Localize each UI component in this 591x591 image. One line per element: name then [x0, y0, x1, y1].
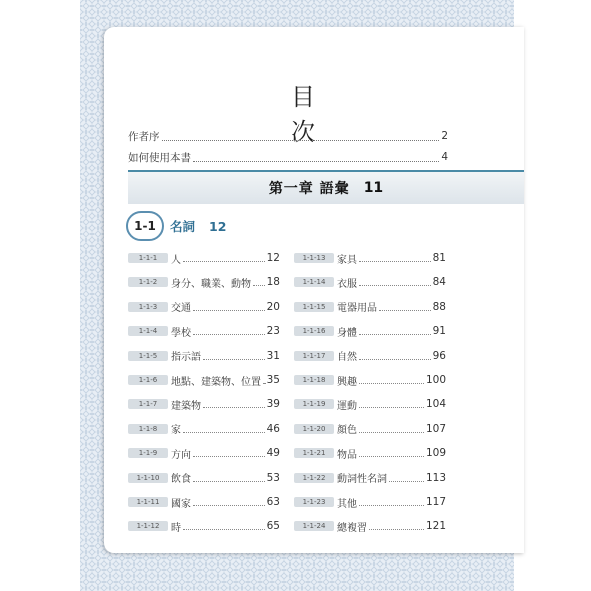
- entry-page: 12: [266, 252, 280, 264]
- leader-dots: [183, 254, 265, 262]
- chapter-page: 11: [363, 180, 384, 196]
- entry-page: 49: [266, 447, 280, 460]
- leader-dots: [193, 498, 265, 506]
- front-matter-item[interactable]: [128, 149, 448, 165]
- entry-code-badge: 1-1-14: [294, 277, 334, 287]
- entry-code-badge: 1-1-21: [294, 448, 334, 458]
- entry-label: 電器用品: [337, 303, 377, 315]
- toc-entry[interactable]: [294, 300, 446, 314]
- entry-page: 39: [266, 398, 280, 411]
- leader-dots: [359, 254, 431, 262]
- entry-label: 時: [171, 522, 181, 534]
- leader-dots: [193, 474, 265, 482]
- entry-page: 91: [432, 325, 446, 338]
- leader-dots: [183, 522, 265, 530]
- entry-code-badge: 1-1-7: [128, 399, 168, 409]
- toc-entry[interactable]: [128, 373, 280, 387]
- toc-entry[interactable]: [128, 300, 280, 314]
- entry-page: 113: [425, 471, 446, 484]
- entry-page: 18: [266, 276, 280, 289]
- entry-code-badge: 1-1-3: [128, 302, 168, 312]
- section-name: 名詞: [170, 219, 196, 234]
- entry-label: 建築物: [171, 400, 201, 412]
- front-matter-label: 如何使用本書: [128, 151, 191, 164]
- leader-dots: [369, 522, 424, 530]
- toc-entry[interactable]: [294, 519, 446, 533]
- entry-page: 96: [432, 349, 446, 362]
- section-number-badge: 1-1: [126, 211, 164, 241]
- toc-entry[interactable]: [128, 422, 280, 436]
- leader-dots: [183, 425, 265, 433]
- entry-label: 總複習: [337, 522, 367, 534]
- leader-dots: [359, 449, 424, 457]
- entry-page: 104: [425, 398, 446, 411]
- entry-code-badge: 1-1-8: [128, 424, 168, 434]
- leader-dots: [193, 153, 439, 162]
- entry-label: 交通: [171, 303, 191, 315]
- leader-dots: [359, 400, 424, 408]
- entry-page: 107: [425, 422, 446, 435]
- front-matter-item[interactable]: [128, 128, 448, 144]
- entry-code-badge: 1-1-13: [294, 253, 334, 263]
- entry-page: 109: [425, 447, 446, 460]
- toc-entry[interactable]: [294, 373, 446, 387]
- section-heading[interactable]: [126, 211, 226, 241]
- toc-entry[interactable]: [294, 397, 446, 411]
- leader-dots: [379, 303, 431, 311]
- entry-label: 顏色: [337, 425, 357, 437]
- entry-label: 方向: [171, 449, 191, 461]
- toc-entry[interactable]: [128, 349, 280, 363]
- page-title: 目 次: [291, 83, 337, 146]
- toc-entry[interactable]: [128, 446, 280, 460]
- leader-dots: [193, 449, 265, 457]
- leader-dots: [193, 303, 265, 311]
- entry-code-badge: 1-1-24: [294, 521, 334, 531]
- entry-label: 身分、職業、動物: [171, 278, 251, 290]
- entry-page: 35: [266, 374, 280, 386]
- entry-page: 88: [432, 300, 446, 313]
- entry-page: 65: [266, 520, 280, 533]
- entry-code-badge: 1-1-1: [128, 253, 168, 263]
- entry-code-badge: 1-1-10: [128, 473, 168, 483]
- entry-code-badge: 1-1-15: [294, 302, 334, 312]
- entry-code-badge: 1-1-17: [294, 351, 334, 361]
- chapter-heading[interactable]: [128, 170, 524, 204]
- document-page: [104, 27, 524, 553]
- entry-page: 121: [425, 520, 446, 533]
- entry-page: 23: [266, 325, 280, 338]
- leader-dots: [203, 352, 265, 360]
- entry-label: 指示語: [171, 352, 201, 364]
- entry-page: 53: [266, 471, 280, 484]
- entry-code-badge: 1-1-12: [128, 521, 168, 531]
- entry-label: 動詞性名詞: [337, 474, 387, 486]
- entry-label: 學校: [171, 327, 191, 339]
- leader-dots: [359, 278, 431, 286]
- entry-code-badge: 1-1-6: [128, 375, 168, 385]
- entry-code-badge: 1-1-22: [294, 473, 334, 483]
- leader-dots: [253, 278, 265, 286]
- leader-dots: [389, 474, 424, 482]
- leader-dots: [193, 327, 265, 335]
- entry-label: 運動: [337, 400, 357, 412]
- front-matter-page: 4: [441, 151, 448, 163]
- toc-entry[interactable]: [294, 251, 446, 265]
- leader-dots: [359, 498, 424, 506]
- toc-entry[interactable]: [128, 519, 280, 533]
- entry-label: 國家: [171, 498, 191, 510]
- toc-entry[interactable]: [128, 275, 280, 289]
- toc-entry[interactable]: [294, 495, 446, 509]
- entry-label: 衣服: [337, 278, 357, 290]
- chapter-title: 第一章 語彙: [268, 181, 350, 197]
- entry-code-badge: 1-1-16: [294, 326, 334, 336]
- toc-entry[interactable]: [294, 446, 446, 460]
- entry-code-badge: 1-1-20: [294, 424, 334, 434]
- toc-entry[interactable]: [128, 495, 280, 509]
- entry-page: 117: [425, 496, 446, 508]
- entry-label: 自然: [337, 352, 357, 364]
- entry-label: 興趣: [337, 376, 357, 388]
- entry-code-badge: 1-1-4: [128, 326, 168, 336]
- entry-page: 46: [266, 422, 280, 435]
- entry-label: 家具: [337, 254, 357, 266]
- section-page: 12: [209, 218, 227, 234]
- entry-label: 飲食: [171, 474, 191, 486]
- entry-code-badge: 1-1-23: [294, 497, 334, 507]
- toc-entry[interactable]: [294, 275, 446, 289]
- toc-entry[interactable]: [294, 422, 446, 436]
- entry-label: 地點、建築物、位置: [171, 376, 261, 388]
- entry-page: 81: [432, 252, 446, 264]
- toc-entry[interactable]: [128, 471, 280, 485]
- entry-label: 身體: [337, 327, 357, 339]
- entry-code-badge: 1-1-5: [128, 351, 168, 361]
- leader-dots: [359, 376, 424, 384]
- entry-page: 84: [432, 276, 446, 289]
- front-matter-page: 2: [441, 130, 448, 142]
- entry-code-badge: 1-1-18: [294, 375, 334, 385]
- toc-entry[interactable]: [128, 397, 280, 411]
- toc-entry[interactable]: [128, 324, 280, 338]
- toc-entry[interactable]: [294, 324, 446, 338]
- toc-entry[interactable]: [294, 349, 446, 363]
- leader-dots: [359, 327, 431, 335]
- toc-entry[interactable]: [128, 251, 280, 265]
- leader-dots: [263, 376, 265, 384]
- entry-code-badge: 1-1-9: [128, 448, 168, 458]
- entry-label: 其他: [337, 498, 357, 510]
- entry-page: 100: [425, 374, 446, 386]
- toc-entry[interactable]: [294, 471, 446, 485]
- entry-label: 物品: [337, 449, 357, 461]
- leader-dots: [162, 132, 440, 141]
- leader-dots: [359, 352, 431, 360]
- entry-page: 63: [266, 496, 280, 508]
- entry-label: 家: [171, 425, 181, 437]
- entry-page: 20: [266, 300, 280, 313]
- entry-code-badge: 1-1-19: [294, 399, 334, 409]
- front-matter-label: 作者序: [128, 130, 160, 143]
- leader-dots: [203, 400, 265, 408]
- entry-code-badge: 1-1-2: [128, 277, 168, 287]
- entry-page: 31: [266, 349, 280, 362]
- leader-dots: [359, 425, 424, 433]
- entry-label: 人: [171, 254, 181, 266]
- entry-code-badge: 1-1-11: [128, 497, 168, 507]
